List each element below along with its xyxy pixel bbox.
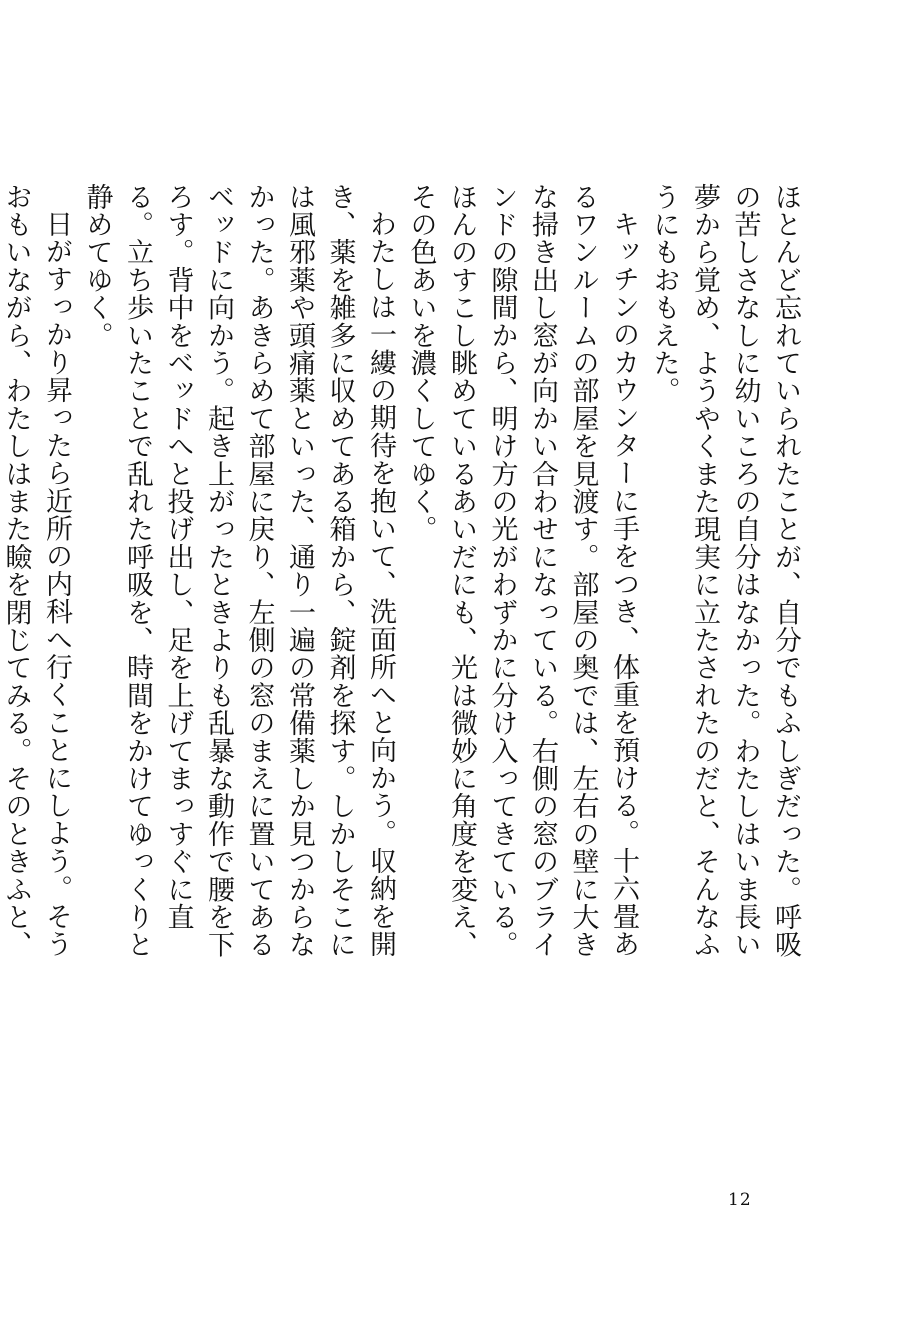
paragraph-4: 日がすっかり昇ったら近所の内科へ行くことにしよう。そうおもいながら、わたしはまた瞼を閉じてみる。そのときふと、 [0, 183, 72, 959]
page-number: 12 [728, 1190, 752, 1210]
paragraph-3: わたしは一縷の期待を抱いて、洗面所へと向かう。収納を開き、薬を雑多に収めてある箱から、錠剤を探す。しかしそこには風邪薬や頭痛薬といった、通り一遍の常備薬しか見つからなかった。あきらめて部屋に戻り、左側の窓のまえに置いてあるベッドに向かう。起き上がったときよりも乱暴な動作で腰を下ろす。背中をベッドへと投げ出し、足を上げてまっすぐに直る。立ち歩いたことで乱れた呼吸を、時間をかけてゆっくりと静めてゆく。 [81, 183, 396, 959]
vertical-text-body [0, 183, 805, 983]
paragraph-1: ほとんど忘れていられたことが、自分でもふしぎだった。呼吸の苦しさなしに幼いころの自分はなかった。わたしはいま長い夢から覚め、ようやくまた現実に立たされたのだと、そんなふうにもおもえた。 [648, 183, 801, 959]
paragraph-2: キッチンのカウンターに手をつき、体重を預ける。十六畳あるワンルームの部屋を見渡す。部屋の奥では、左右の壁に大きな掃き出し窓が向かい合わせになっている。右側の窓のブラインドの隙間から、明け方の光がわずかに分け入ってきている。ほんのすこし眺めているあいだにも、光は微妙に角度を変え、その色あいを濃くしてゆく。 [405, 183, 639, 959]
